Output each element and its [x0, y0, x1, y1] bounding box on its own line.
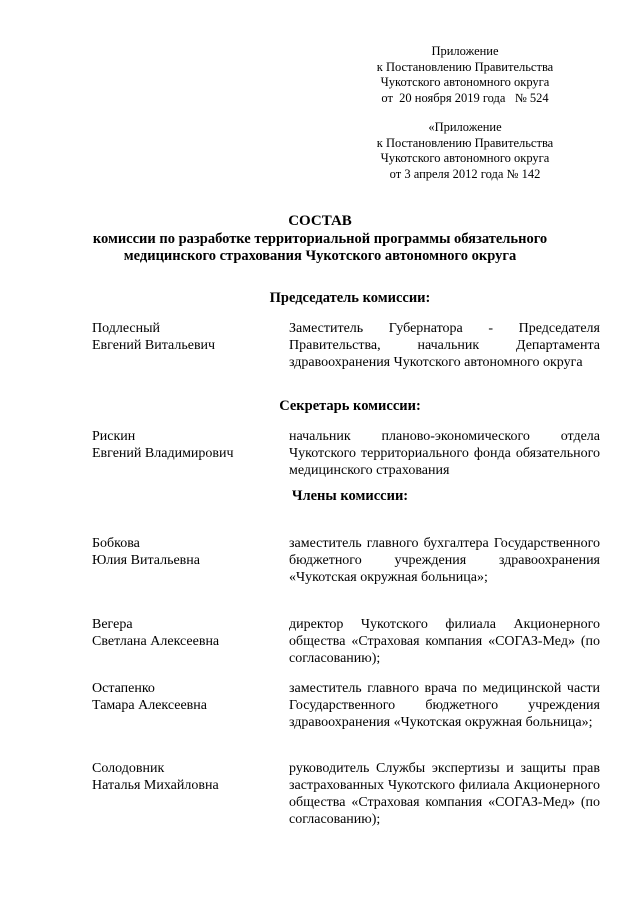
section-heading-members: Члены комиссии: [291, 488, 409, 504]
given-names: Евгений Владимирович [92, 446, 234, 461]
member-role: руководитель Службы экспертизы и защиты прав застрахованных Чукотского филиала Акционерного общества «Страховая компания «СОГАЗ-Мед» (по согласованию); [289, 761, 600, 827]
given-names: Юлия Витальевна [92, 553, 200, 568]
annex-line: от 20 ноября 2019 года № 524 [381, 90, 549, 105]
document-title: СОСТАВ [288, 213, 352, 229]
member-name [92, 535, 282, 569]
member-name [92, 680, 282, 714]
member-role: директор Чукотского филиала Акционерного общества «Страховая компания «СОГАЗ-Мед» (по согласованию); [289, 617, 600, 666]
surname: Рискин [92, 429, 136, 444]
surname: Подлесный [92, 321, 160, 336]
annex-line: «Приложение [428, 120, 502, 134]
annex-line: к Постановлению Правительства [376, 59, 554, 74]
annex-line: Чукотского автономного округа [380, 151, 550, 165]
annex-header-original [360, 120, 570, 182]
given-names: Евгений Витальевич [92, 338, 216, 353]
annex-line: от 3 апреля 2012 года № 142 [389, 166, 541, 181]
surname: Бобкова [92, 536, 140, 551]
member-role: заместитель главного врача по медицинской части Государственного бюджетного учреждения здравоохранения «Чукотская окружная больница»; [289, 681, 600, 730]
chairman-name [92, 320, 282, 354]
secretary-role: начальник планово-экономического отдела Чукотского территориального фонда обязательного медицинского страхования [289, 429, 600, 478]
surname: Солодовник [92, 761, 165, 776]
member-name [92, 616, 282, 650]
secretary-name [92, 428, 282, 462]
document-subtitle: комиссии по разработке территориальной программы обязательного медицинского страхования Чукотского автономного округа [92, 231, 548, 264]
member-role: заместитель главного бухгалтера Государственного бюджетного учреждения здравоохранения «Чукотская окружная больница»; [289, 536, 600, 585]
surname: Остапенко [92, 681, 155, 696]
annex-line: Приложение [431, 44, 499, 58]
section-heading-chairman: Председатель комиссии: [269, 290, 431, 306]
annex-line: Чукотского автономного округа [380, 75, 550, 89]
chairman-role: Заместитель Губернатора - Председателя Правительства, начальник Департамента здравоохранения Чукотского автономного округа [289, 321, 600, 370]
annex-line: к Постановлению Правительства [376, 135, 554, 150]
annex-header-current [360, 44, 570, 106]
member-name [92, 760, 282, 794]
given-names: Тамара Алексеевна [92, 698, 208, 713]
section-heading-secretary: Секретарь комиссии: [279, 398, 421, 414]
given-names: Наталья Михайловна [92, 778, 219, 793]
given-names: Светлана Алексеевна [92, 634, 220, 649]
surname: Вегера [92, 617, 133, 632]
